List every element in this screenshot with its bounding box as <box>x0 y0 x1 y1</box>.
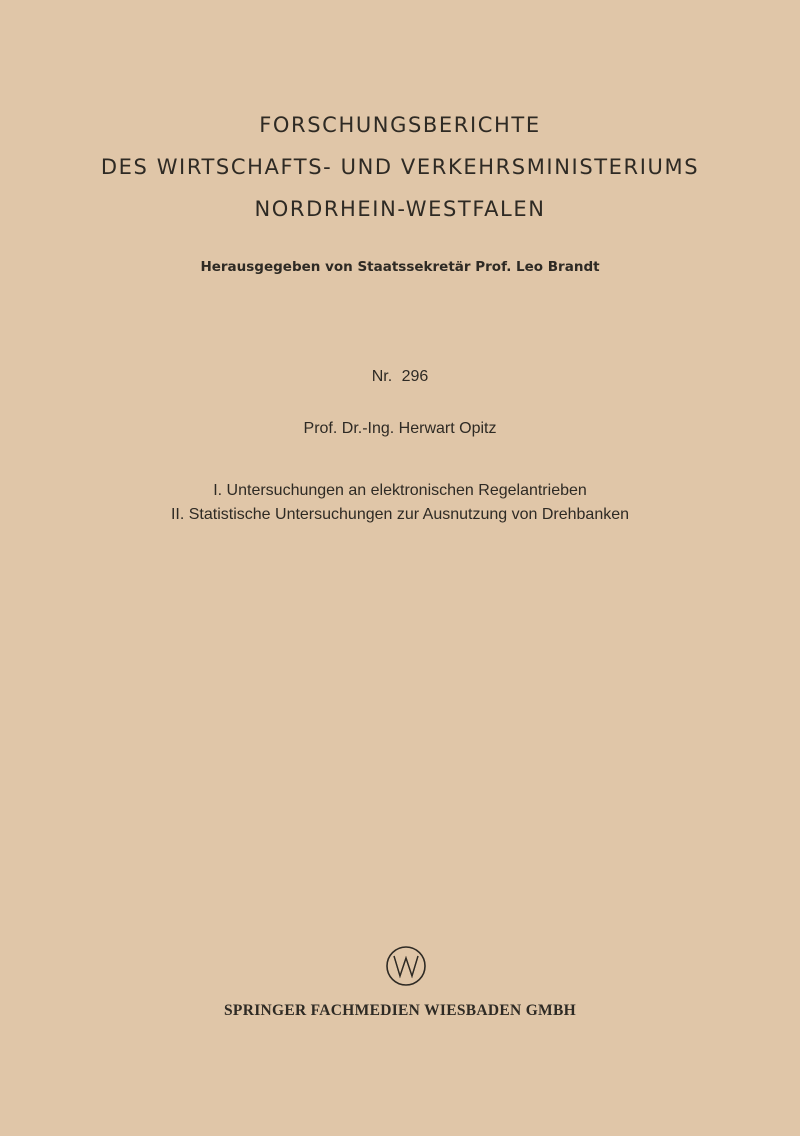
publisher-name: SPRINGER FACHMEDIEN WIESBADEN GMBH <box>224 1002 576 1019</box>
author-name: Prof. Dr.-Ing. Herwart Opitz <box>303 420 497 437</box>
editor-line: Herausgegeben von Staatssekretär Prof. Leo Brandt <box>200 259 600 275</box>
report-title-2: II. Statistische Untersuchungen zur Ausnutzung von Drehbanken <box>170 506 630 523</box>
report-titles <box>0 479 800 527</box>
series-title-line-3: NORDRHEIN-WESTFALEN <box>254 197 546 221</box>
series-title-line-1: FORSCHUNGSBERICHTE <box>259 113 541 137</box>
publisher-logo-icon <box>385 945 427 987</box>
series-title-line-2: DES WIRTSCHAFTS- UND VERKEHRSMINISTERIUMS <box>100 155 700 179</box>
series-title <box>0 104 800 230</box>
report-title-1: I. Untersuchungen an elektronischen Regelantrieben <box>213 482 587 499</box>
report-number: Nr. 296 <box>371 368 429 385</box>
